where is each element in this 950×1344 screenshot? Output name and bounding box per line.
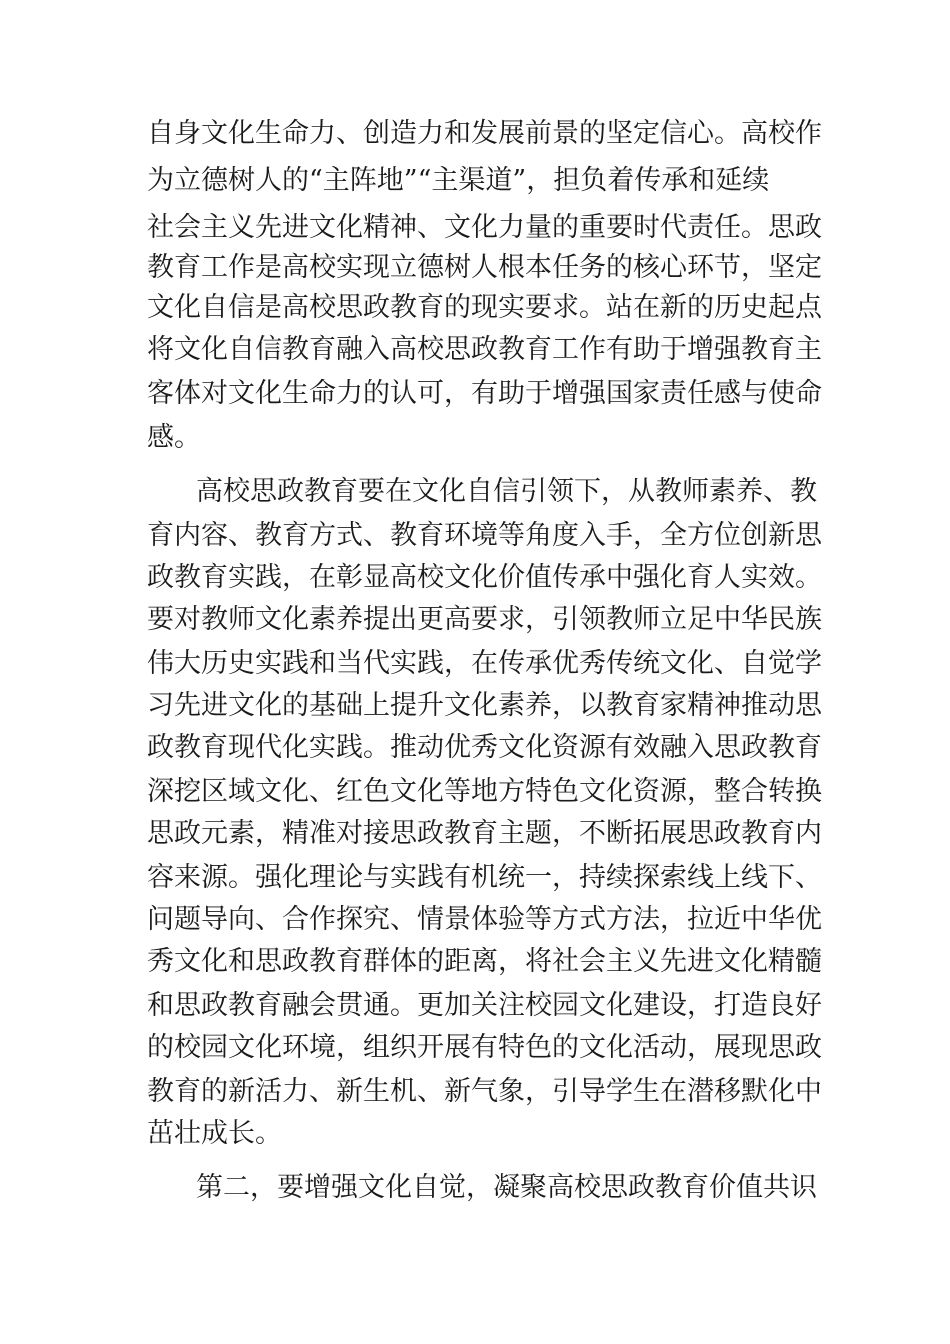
text-line: 政教育实践，在彰显高校文化价值传承中强化育人实效。 — [147, 562, 822, 593]
text-line: 思政元素，精准对接思政教育主题，不断拓展思政教育内 — [147, 818, 822, 849]
text-line: 育内容、教育方式、教育环境等角度入手，全方位创新思 — [147, 520, 822, 551]
text-line: 为立德树人的“主阵地”“主渠道”，担负着传承和延续 — [147, 165, 770, 196]
text-line: 客体对文化生命力的认可，有助于增强国家责任感与使命 — [147, 378, 822, 409]
text-line: 社会主义先进文化精神、文化力量的重要时代责任。思政 — [147, 212, 822, 243]
text-line: 自身文化生命力、创造力和发展前景的坚定信心。高校作 — [147, 118, 822, 149]
text-line: 容来源。强化理论与实践有机统一，持续探索线上线下、 — [147, 862, 822, 893]
text-line: 教育的新活力、新生机、新气象，引导学生在潜移默化中 — [147, 1076, 822, 1107]
text-line: 伟大历史实践和当代实践，在传承优秀传统文化、自觉学 — [147, 648, 822, 679]
text-line: 要对教师文化素养提出更高要求，引领教师立足中华民族 — [147, 604, 822, 635]
text-line: 深挖区域文化、红色文化等地方特色文化资源，整合转换 — [147, 776, 822, 807]
text-line: 问题导向、合作探究、情景体验等方式方法，拉近中华优 — [147, 904, 822, 935]
text-line: 感。 — [147, 422, 201, 453]
text-line: 第二，要增强文化自觉，凝聚高校思政教育价值共识 — [196, 1172, 817, 1203]
text-line: 高校思政教育要在文化自信引领下，从教师素养、教 — [196, 476, 817, 507]
text-line: 茁壮成长。 — [147, 1118, 282, 1149]
text-line: 政教育现代化实践。推动优秀文化资源有效融入思政教育 — [147, 732, 822, 763]
text-line: 秀文化和思政教育群体的距离，将社会主义先进文化精髓 — [147, 946, 822, 977]
text-line: 的校园文化环境，组织开展有特色的文化活动，展现思政 — [147, 1032, 822, 1063]
text-line: 将文化自信教育融入高校思政教育工作有助于增强教育主 — [147, 334, 822, 365]
text-line: 和思政教育融会贯通。更加关注校园文化建设，打造良好 — [147, 990, 822, 1021]
text-line: 教育工作是高校实现立德树人根本任务的核心环节，坚定 — [147, 252, 822, 283]
text-line: 文化自信是高校思政教育的现实要求。站在新的历史起点 — [147, 292, 822, 323]
text-line: 习先进文化的基础上提升文化素养，以教育家精神推动思 — [147, 690, 822, 721]
